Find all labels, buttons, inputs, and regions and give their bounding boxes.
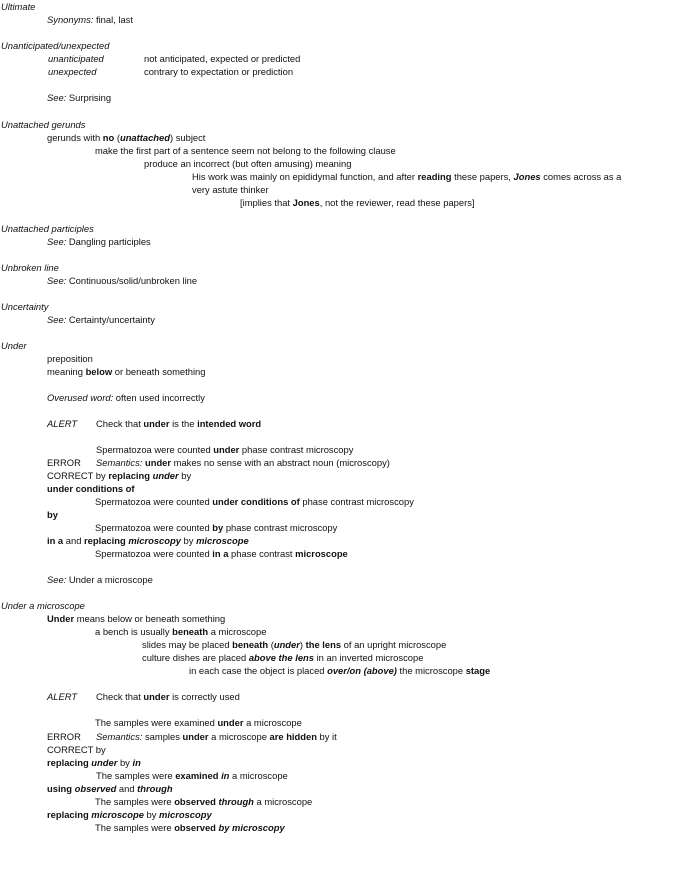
example-sentence: Spermatozoa were counted under phase contrast microscopy (96, 444, 354, 455)
see-also-line: See: Dangling participles (47, 236, 151, 247)
gerunds-line: produce an incorrect (but often amusing) meaning (144, 158, 352, 169)
error-label: ERROR (47, 457, 81, 468)
alert-label: ALERT (47, 418, 78, 429)
example-sentence: Spermatozoa were counted under conditions of phase contrast microscopy (95, 496, 414, 507)
correct-line: CORRECT by (47, 744, 106, 755)
meaning-line: meaning below or beneath something (47, 366, 206, 377)
entry-heading-unattached-gerunds: Unattached gerunds (1, 119, 86, 130)
error-text: Semantics: under makes no sense with an abstract noun (microscopy) (96, 457, 390, 468)
alert-text: Check that under is the intended word (96, 418, 262, 429)
correction-option: under conditions of (47, 483, 135, 494)
correction-option: in a and replacing microscopy by microscope (47, 535, 249, 546)
entry-heading-uncertainty: Uncertainty (1, 301, 49, 312)
explanation-line: culture dishes are placed above the lens in an inverted microscope (142, 652, 424, 663)
see-also-line: See: Surprising (47, 92, 112, 103)
error-text: Semantics: samples under a microscope are hidden by it (96, 731, 337, 742)
entry-heading-under-a-microscope: Under a microscope (1, 600, 85, 611)
example-sentence: The samples were examined in a microscope (96, 770, 288, 781)
example-sentence: The samples were observed through a microscope (95, 796, 313, 807)
correction-option: using observed and through (47, 783, 173, 794)
alert-text: Check that under is correctly used (96, 691, 240, 702)
example-sentence: very astute thinker (192, 184, 269, 195)
example-sentence: Spermatozoa were counted by phase contrast microscopy (95, 522, 338, 533)
meaning-line: Under means below or beneath something (47, 613, 226, 624)
entry-heading-ultimate: Ultimate (1, 1, 36, 12)
synonyms-line: Synonyms: final, last (47, 14, 133, 25)
example-sentence: The samples were observed by microscopy (95, 822, 285, 833)
entry-heading-unbroken-line: Unbroken line (1, 262, 59, 273)
entry-heading-unattached-participles: Unattached participles (1, 223, 94, 234)
correction-option: replacing under by in (47, 757, 141, 768)
example-sentence: His work was mainly on epididymal function, and after reading these papers, Jones comes across as a (192, 171, 622, 182)
example-sentence: The samples were examined under a microscope (95, 717, 302, 728)
example-note: [implies that Jones, not the reviewer, read these papers] (240, 197, 475, 208)
entry-heading-under: Under (1, 340, 27, 351)
see-also-line: See: Continuous/solid/unbroken line (47, 275, 198, 286)
example-sentence: Spermatozoa were counted in a phase contrast microscope (95, 548, 348, 559)
correct-line: CORRECT by replacing under by (47, 470, 192, 481)
see-also-line: See: Under a microscope (47, 574, 153, 585)
definition-text: not anticipated, expected or predicted (144, 53, 301, 64)
explanation-line: a bench is usually beneath a microscope (95, 626, 267, 637)
definition-term: unanticipated (48, 53, 104, 64)
correction-option: by (47, 509, 58, 520)
alert-label: ALERT (47, 691, 78, 702)
gerunds-line: gerunds with no (unattached) subject (47, 132, 206, 143)
entry-heading-unanticipated: Unanticipated/unexpected (1, 40, 110, 51)
definition-term: unexpected (48, 66, 97, 77)
explanation-line: slides may be placed beneath (under) the lens of an upright microscope (142, 639, 447, 650)
see-also-line: See: Certainty/uncertainty (47, 314, 155, 325)
error-label: ERROR (47, 731, 81, 742)
part-of-speech: preposition (47, 353, 93, 364)
correction-option: replacing microscope by microscopy (47, 809, 212, 820)
explanation-line: in each case the object is placed over/on (above) the microscope stage (189, 665, 491, 676)
overused-line: Overused word: often used incorrectly (47, 392, 205, 403)
gerunds-line: make the first part of a sentence seem not belong to the following clause (95, 145, 396, 156)
definition-text: contrary to expectation or prediction (144, 66, 294, 77)
